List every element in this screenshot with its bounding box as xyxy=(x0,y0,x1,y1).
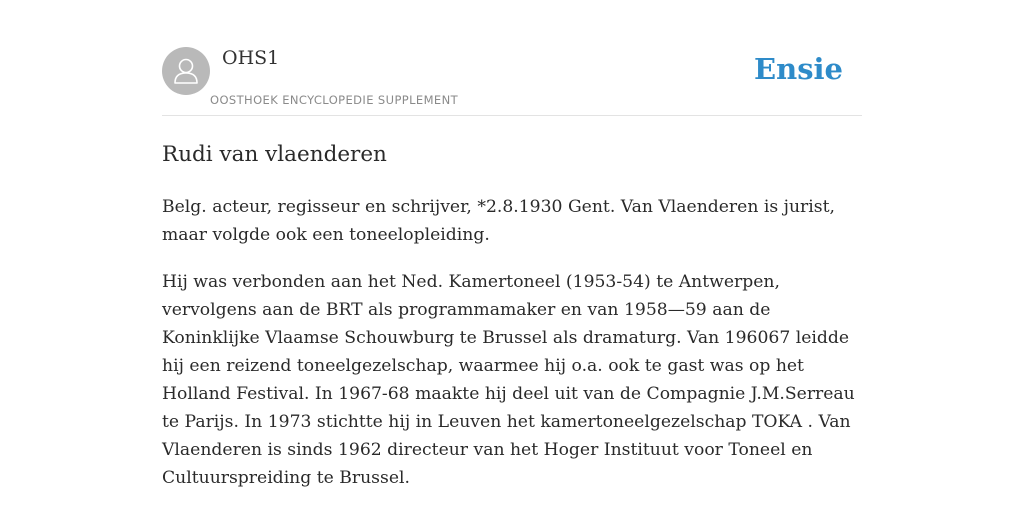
brand-logo[interactable]: Ensie xyxy=(754,52,843,86)
entry-paragraph: Belg. acteur, regisseur en schrijver, *2.8.1930 Gent. Van Vlaenderen is jurist, maar volgde ook een toneelopleiding. xyxy=(162,197,835,245)
source-avatar[interactable] xyxy=(162,47,210,95)
entry-card xyxy=(162,40,862,492)
entry-header xyxy=(162,40,862,116)
entry-paragraph: Hij was verbonden aan het Ned. Kamertoneel (1953-54) te Antwerpen, vervolgens aan de BRT als programmamaker en van 1958—59 aan de Koninklijke Vlaamse Schouwburg te Brussel als dramaturg. Van 196067 leidde hij een reizend toneelgezelschap, waarmee hij o.a. ook te gast was op het Holland Festival. In 1967-68 maakte hij deel uit van de Compagnie J.M.Serreau te Parijs. In 1973 stichtte hij in Leuven het kamertoneelgezelschap TOKA . Van Vlaenderen is sinds 1962 directeur van het Hoger Instituut voor Toneel en Cultuurspreiding te Brussel. xyxy=(162,272,855,488)
source-subtitle: OOSTHOEK ENCYCLOPEDIE SUPPLEMENT xyxy=(210,93,459,107)
entry-title: Rudi van vlaenderen xyxy=(162,142,387,167)
user-icon xyxy=(162,47,210,95)
source-name[interactable]: OHS1 xyxy=(222,47,280,69)
